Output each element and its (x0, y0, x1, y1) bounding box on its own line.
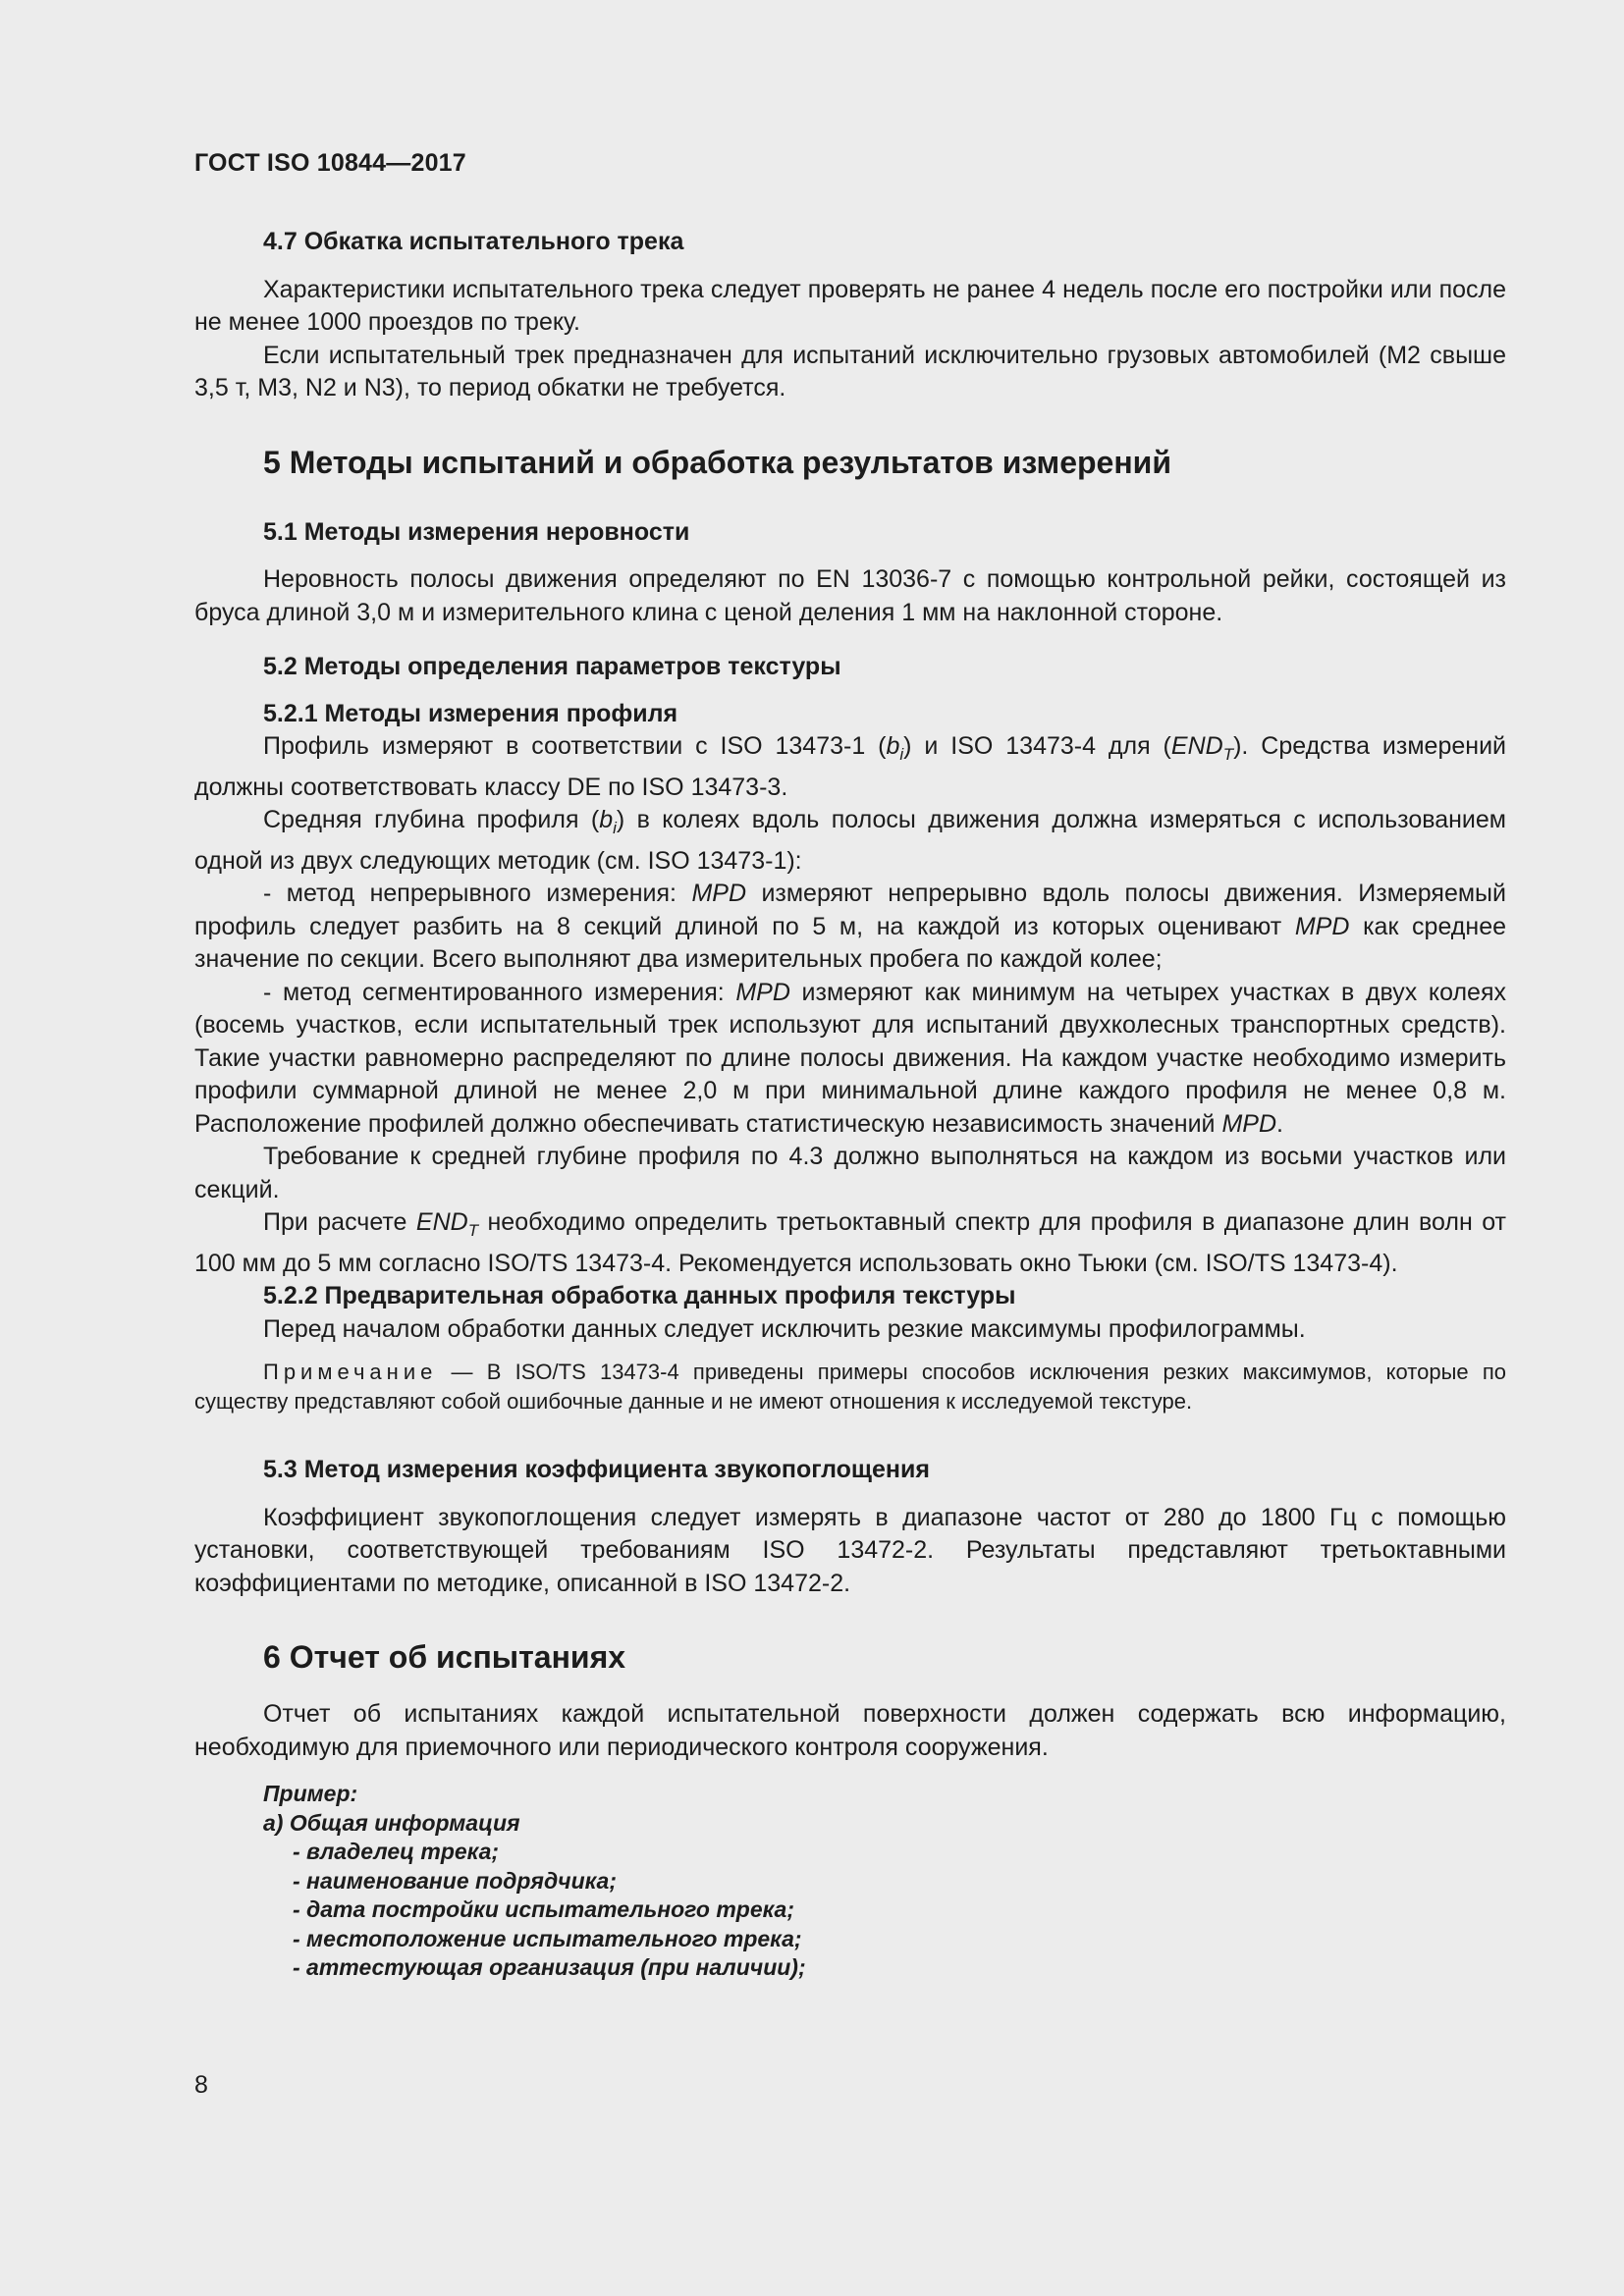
paragraph: Отчет об испытаниях каждой испытательной поверхности должен содержать всю информацию, необходимую для приемочного или периодического контроля сооружения. (194, 1700, 1506, 1761)
list-item: - метод непрерывного измерения: MPD измеряют непрерывно вдоль полосы движения. Измеряемый профиль следует разбить на 8 секций длиной по 5 м, на каждой из которых оценивают MPD как среднее значение по секции. Всего выполняют два измерительных пробега по каждой колее; (194, 880, 1507, 973)
section-heading-5-1: 5.1 Методы измерения неровности (263, 517, 690, 546)
paragraph: Если испытательный трек предназначен для испытаний исключительно грузовых автомобилей (М2 свыше 3,5 т, М3, N2 и N3), то период обкатки не требуется. (194, 341, 1506, 401)
paragraph: Характеристики испытательного трека следует проверять не ранее 4 недель после его постройки или после не менее 1000 проездов по треку. (194, 275, 1506, 336)
section-heading-5-2-1: 5.2.1 Методы измерения профиля (263, 699, 678, 727)
section-heading-5: 5 Методы испытаний и обработка результатов измерений (263, 444, 1171, 480)
section-heading-5-2-2: 5.2.2 Предварительная обработка данных профиля текстуры (263, 1282, 1016, 1309)
page-content (194, 147, 1506, 1983)
example-item: - местоположение испытательного трека; (293, 1925, 802, 1951)
example-item: - владелец трека; (293, 1839, 500, 1864)
paragraph: Средняя глубина профиля $(b_i)$ в колеях вдоль полосы движения должна измеряться с использованием одной из двух следующих методик (см. ISO 13473-1): (194, 806, 1506, 875)
paragraph: При расчете $END_T$ необходимо определить третьоктавный спектр для профиля в диапазоне длин волн от 100 мм до 5 мм согласно ISO/TS 13473-4. Рекомендуется использовать окно Тьюки (см. ISO/TS 13473-4). (194, 1208, 1506, 1277)
paragraph: Перед началом обработки данных следует исключить резкие максимумы профилограммы. (263, 1314, 1306, 1343)
example-subheading: а) Общая информация (263, 1809, 520, 1836)
list-item: - метод сегментированного измерения: MPD измеряют как минимум на четырех участках в двух колеях (восемь участков, если испытательный трек используют для испытаний двухколесных транспортных средств). Такие участки равномерно распределяют по длине полосы движения. На каждом участке необходимо измерить профили суммарной длиной не менее 2,0 м при минимальной длине каждого профиля не менее 0,8 м. Расположение профилей должно обеспечивать статистическую независимость значений MPD. (194, 978, 1506, 1138)
example-item: - дата постройки испытательного трека; (293, 1896, 794, 1922)
example-block (194, 1780, 1506, 1983)
section-heading-6: 6 Отчет об испытаниях (263, 1639, 626, 1675)
example-label: Пример: (263, 1781, 358, 1806)
paragraph: Профиль измеряют в соответствии с ISO 13473-1 $(b_i)$ и ISO 13473-4 для $(END_T)$. Средства измерений должны соответствовать классу DE по ISO 13473-3. (194, 732, 1506, 801)
section-heading-5-3: 5.3 Метод измерения коэффициента звукопоглощения (263, 1456, 930, 1483)
paragraph: Коэффициент звукопоглощения следует измерять в диапазоне частот от 280 до 1800 Гц с помощью установки, соответствующей требованиям ISO 13472-2. Результаты представляют третьоктавными коэффициентами по методике, описанной в ISO 13472-2. (194, 1503, 1506, 1597)
page-number: 8 (194, 2071, 208, 2099)
example-item: - аттестующая организация (при наличии); (293, 1954, 806, 1980)
note-label: Примечание (263, 1360, 438, 1384)
document-code-header: ГОСТ ISO 10844—2017 (194, 149, 466, 177)
note: Примечание — В ISO/TS 13473-4 приведены примеры способов исключения резких максимумов, которые по существу представляют собой ошибочные данные и не имеют отношения к исследуемой текстуре. (194, 1360, 1506, 1414)
paragraph: Требование к средней глубине профиля по 4.3 должно выполняться на каждом из восьми участков или секций. (194, 1143, 1506, 1203)
paragraph: Неровность полосы движения определяют по EN 13036-7 с помощью контрольной рейки, состоящей из бруса длиной 3,0 м и измерительного клина с ценой деления 1 мм на наклонной стороне. (194, 565, 1506, 626)
example-item: - наименование подрядчика; (293, 1867, 618, 1894)
section-heading-4-7: 4.7 Обкатка испытательного трека (263, 228, 684, 255)
section-heading-5-2: 5.2 Методы определения параметров текстуры (263, 653, 841, 680)
